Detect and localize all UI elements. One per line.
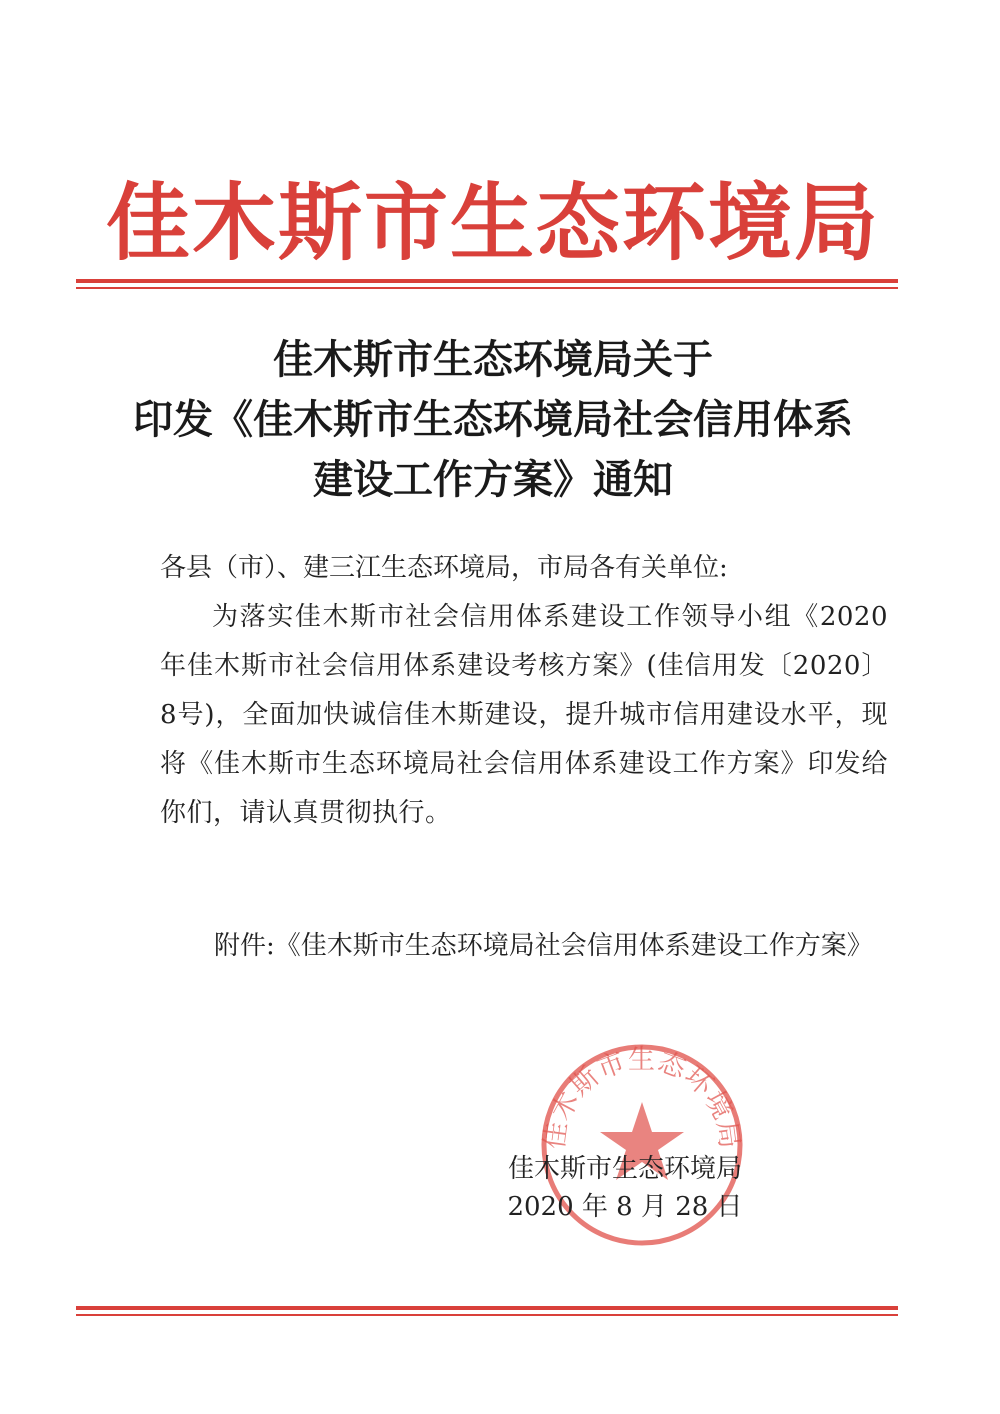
document-title <box>78 330 908 510</box>
letterhead-red-rule <box>76 279 898 289</box>
seal-text: 佳木斯市生态环境局 <box>539 1044 745 1152</box>
footer-red-rule <box>76 1306 898 1316</box>
red-rule-thin <box>76 287 898 289</box>
footer-rule-thin <box>76 1314 898 1316</box>
signature-organization: 佳木斯市生态环境局 <box>507 1154 742 1184</box>
attachment-note: 附件:《佳木斯市生态环境局社会信用体系建设工作方案》 <box>214 931 873 961</box>
document-title-line-2: 印发《佳木斯市生态环境局社会信用体系 <box>133 396 853 443</box>
letterhead-organization: 佳木斯市生态环境局 <box>105 174 880 272</box>
red-rule-thick <box>76 279 898 283</box>
document-title-line-3: 建设工作方案》通知 <box>313 456 673 503</box>
signature-block <box>480 1150 770 1226</box>
footer-rule-thick <box>76 1306 898 1310</box>
signature-date: 2020 年 8 月 28 日 <box>507 1192 743 1222</box>
salutation: 各县（市）、建三江生态环境局，市局各有关单位: <box>160 553 728 583</box>
document-title-line-1: 佳木斯市生态环境局关于 <box>273 336 713 383</box>
body-paragraph: 为落实佳木斯市社会信用体系建设工作领导小组《2020年佳木斯市社会信用体系建设考核方案》(佳信用发〔2020〕8号)，全面加快诚信佳木斯建设，提升城市信用建设水平，现将《佳木斯市生态环境局社会信用体系建设工作方案》印发给你们，请认真贯彻执行。 <box>160 602 888 828</box>
